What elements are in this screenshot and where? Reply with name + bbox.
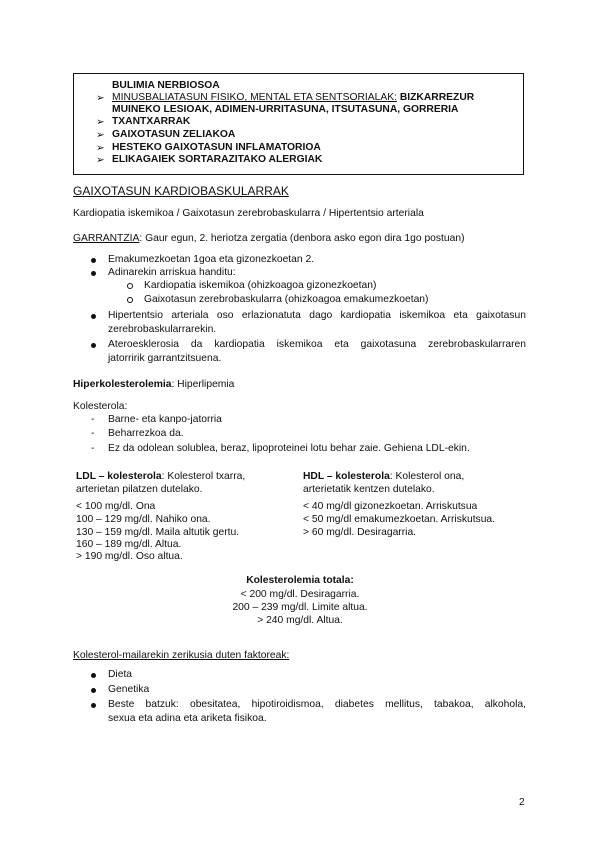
total-value: 200 – 239 mg/dl. Limite altua. (232, 602, 368, 613)
bullet-icon (91, 673, 96, 678)
hdl-label: HDL – kolesterola (303, 471, 390, 482)
hdl-text1: : Kolesterol ona, (389, 471, 465, 482)
box-item-hesteko: HESTEKO GAIXOTASUN INFLAMATORIOA (112, 142, 321, 153)
sub-bullet-kardiopatia: Kardiopatia iskemikoa (ohizkoagoa gizonezkoetan) (144, 280, 377, 291)
hiperkolesterolemia-label: Hiperkolesterolemia (73, 379, 172, 390)
ldl-value: 100 – 129 mg/dl. Nahiko ona. (76, 514, 211, 525)
total-value: > 240 mg/dl. Altua. (257, 615, 343, 626)
box-line-muineko: MUINEKO LESIOAK, ADIMEN-URRITASUNA, ITSUTASUNA, GORRERIA (112, 104, 459, 115)
box-line-minusbaliatasun (112, 92, 474, 103)
ldl-value: > 190 mg/dl. Oso altua. (76, 551, 183, 562)
ldl-value: < 100 mg/dl. Ona (76, 501, 156, 512)
dash-marker: - (91, 428, 95, 439)
circle-bullet-icon (127, 297, 133, 303)
factor-beste-line2: sexua eta adina eta ariketa fisikoa. (108, 713, 267, 724)
dash-marker: - (91, 443, 95, 454)
hdl-heading (303, 471, 464, 482)
arrow-icon: ➢ (96, 130, 105, 141)
kolesterola-heading: Kolesterola: (73, 401, 128, 412)
hiperkolesterolemia-text: : Hiperlipemia (171, 379, 235, 390)
arrow-icon: ➢ (96, 143, 105, 154)
garrantzia-text: : Gaur egun, 2. heriotza zergatia (denbora asko egon dira 1go postuan) (139, 233, 465, 244)
garrantzia-line (73, 233, 465, 244)
sub-bullet-zerebrobaskularra: Gaixotasun zerebrobaskularra (ohizkoagoa emakumezkoetan) (144, 294, 429, 305)
bullet-hipertentsio-line1: Hipertentsio arteriala oso erlazionatuta dago kardiopatia iskemikoa eta gaixotasun (108, 310, 526, 321)
ldl-value: 130 – 159 mg/dl. Maila altutik gertu. (76, 527, 240, 538)
bullet-icon (91, 258, 96, 263)
section-title: GAIXOTASUN KARDIOBASKULARRAK (73, 184, 289, 198)
section-subtitle: Kardiopatia iskemikoa / Gaixotasun zerebrobaskularra / Hipertentsio arteriala (73, 208, 424, 219)
circle-bullet-icon (127, 283, 133, 289)
ldl-label: LDL – kolesterola (76, 471, 162, 482)
bullet-icon (91, 703, 96, 708)
hdl-text2: arterietatik kentzen dutelako. (303, 484, 435, 495)
dash-marker: - (91, 414, 95, 425)
factor-beste-line1: Beste batzuk: obesitatea, hipotiroidismoa, diabetes mellitus, tabakoa, alkohola, (108, 699, 526, 710)
ldl-value: 160 – 189 mg/dl. Altua. (76, 539, 182, 550)
arrow-icon: ➢ (96, 155, 105, 166)
dash-item-jatorria: Barne- eta kanpo-jatorria (108, 414, 222, 425)
box-item-zeliakoa: GAIXOTASUN ZELIAKOA (112, 129, 236, 140)
dash-item-solublea: Ez da odolean solublea, beraz, lipoproteinei lotu behar zaie. Gehiena LDL-ekin. (108, 443, 470, 454)
box-line-bulimia: BULIMIA NERBIOSOA (112, 80, 220, 91)
arrow-icon: ➢ (96, 93, 105, 104)
box-item-alergiak: ELIKAGAIEK SORTARAZITAKO ALERGIAK (112, 154, 323, 165)
garrantzia-label: GARRANTZIA (73, 233, 140, 244)
dash-item-beharrezkoa: Beharrezkoa da. (108, 428, 184, 439)
bullet-adinarekin: Adinarekin arriskua handitu: (108, 267, 236, 278)
ldl-text2: arterietan pilatzen dutelako. (76, 484, 203, 495)
hdl-value: < 40 mg/dl gizonezkoetan. Arriskutsua (303, 501, 478, 512)
bullet-icon (91, 314, 96, 319)
page-number: 2 (519, 797, 525, 808)
ldl-heading (76, 471, 245, 482)
bullet-icon (91, 271, 96, 276)
arrow-icon: ➢ (96, 117, 105, 128)
factor-genetika: Genetika (108, 684, 150, 695)
hdl-value: > 60 mg/dl. Desiragarria. (303, 527, 417, 538)
bullet-icon (91, 343, 96, 348)
hiperkolesterolemia-line (73, 379, 234, 390)
bullet-hipertentsio-line2: zerebrobaskularrarekin. (108, 324, 217, 335)
total-value: < 200 mg/dl. Desiragarria. (240, 589, 360, 600)
factor-dieta: Dieta (108, 669, 133, 680)
hdl-value: < 50 mg/dl emakumezkoetan. Arriskutsua. (303, 514, 496, 525)
factors-title: Kolesterol-mailarekin zerikusia duten faktoreak: (73, 650, 290, 661)
bullet-icon (91, 688, 96, 693)
total-title: Kolesterolemia totala: (246, 575, 354, 586)
bullet-ateroesklerosia-line1: Ateroesklerosia da kardiopatia iskemikoa eta gaixotasuna zerebrobaskularraren (108, 339, 526, 350)
bullet-ateroesklerosia-line2: jatorririk garrantzitsuena. (108, 353, 222, 364)
box-item-txantxarrak: TXANTXARRAK (112, 116, 191, 127)
bullet-emakumezkoetan: Emakumezkoetan 1goa eta gizonezkoetan 2. (108, 254, 315, 265)
box-line-bizkarrezur: BIZKARREZUR (399, 92, 475, 103)
ldl-text1: : Kolesterol txarra, (161, 471, 246, 482)
box-line-minusbaliatasun-link: MINUSBALIATASUN FISIKO, MENTAL ETA SENTSORIALAK: (112, 92, 397, 103)
